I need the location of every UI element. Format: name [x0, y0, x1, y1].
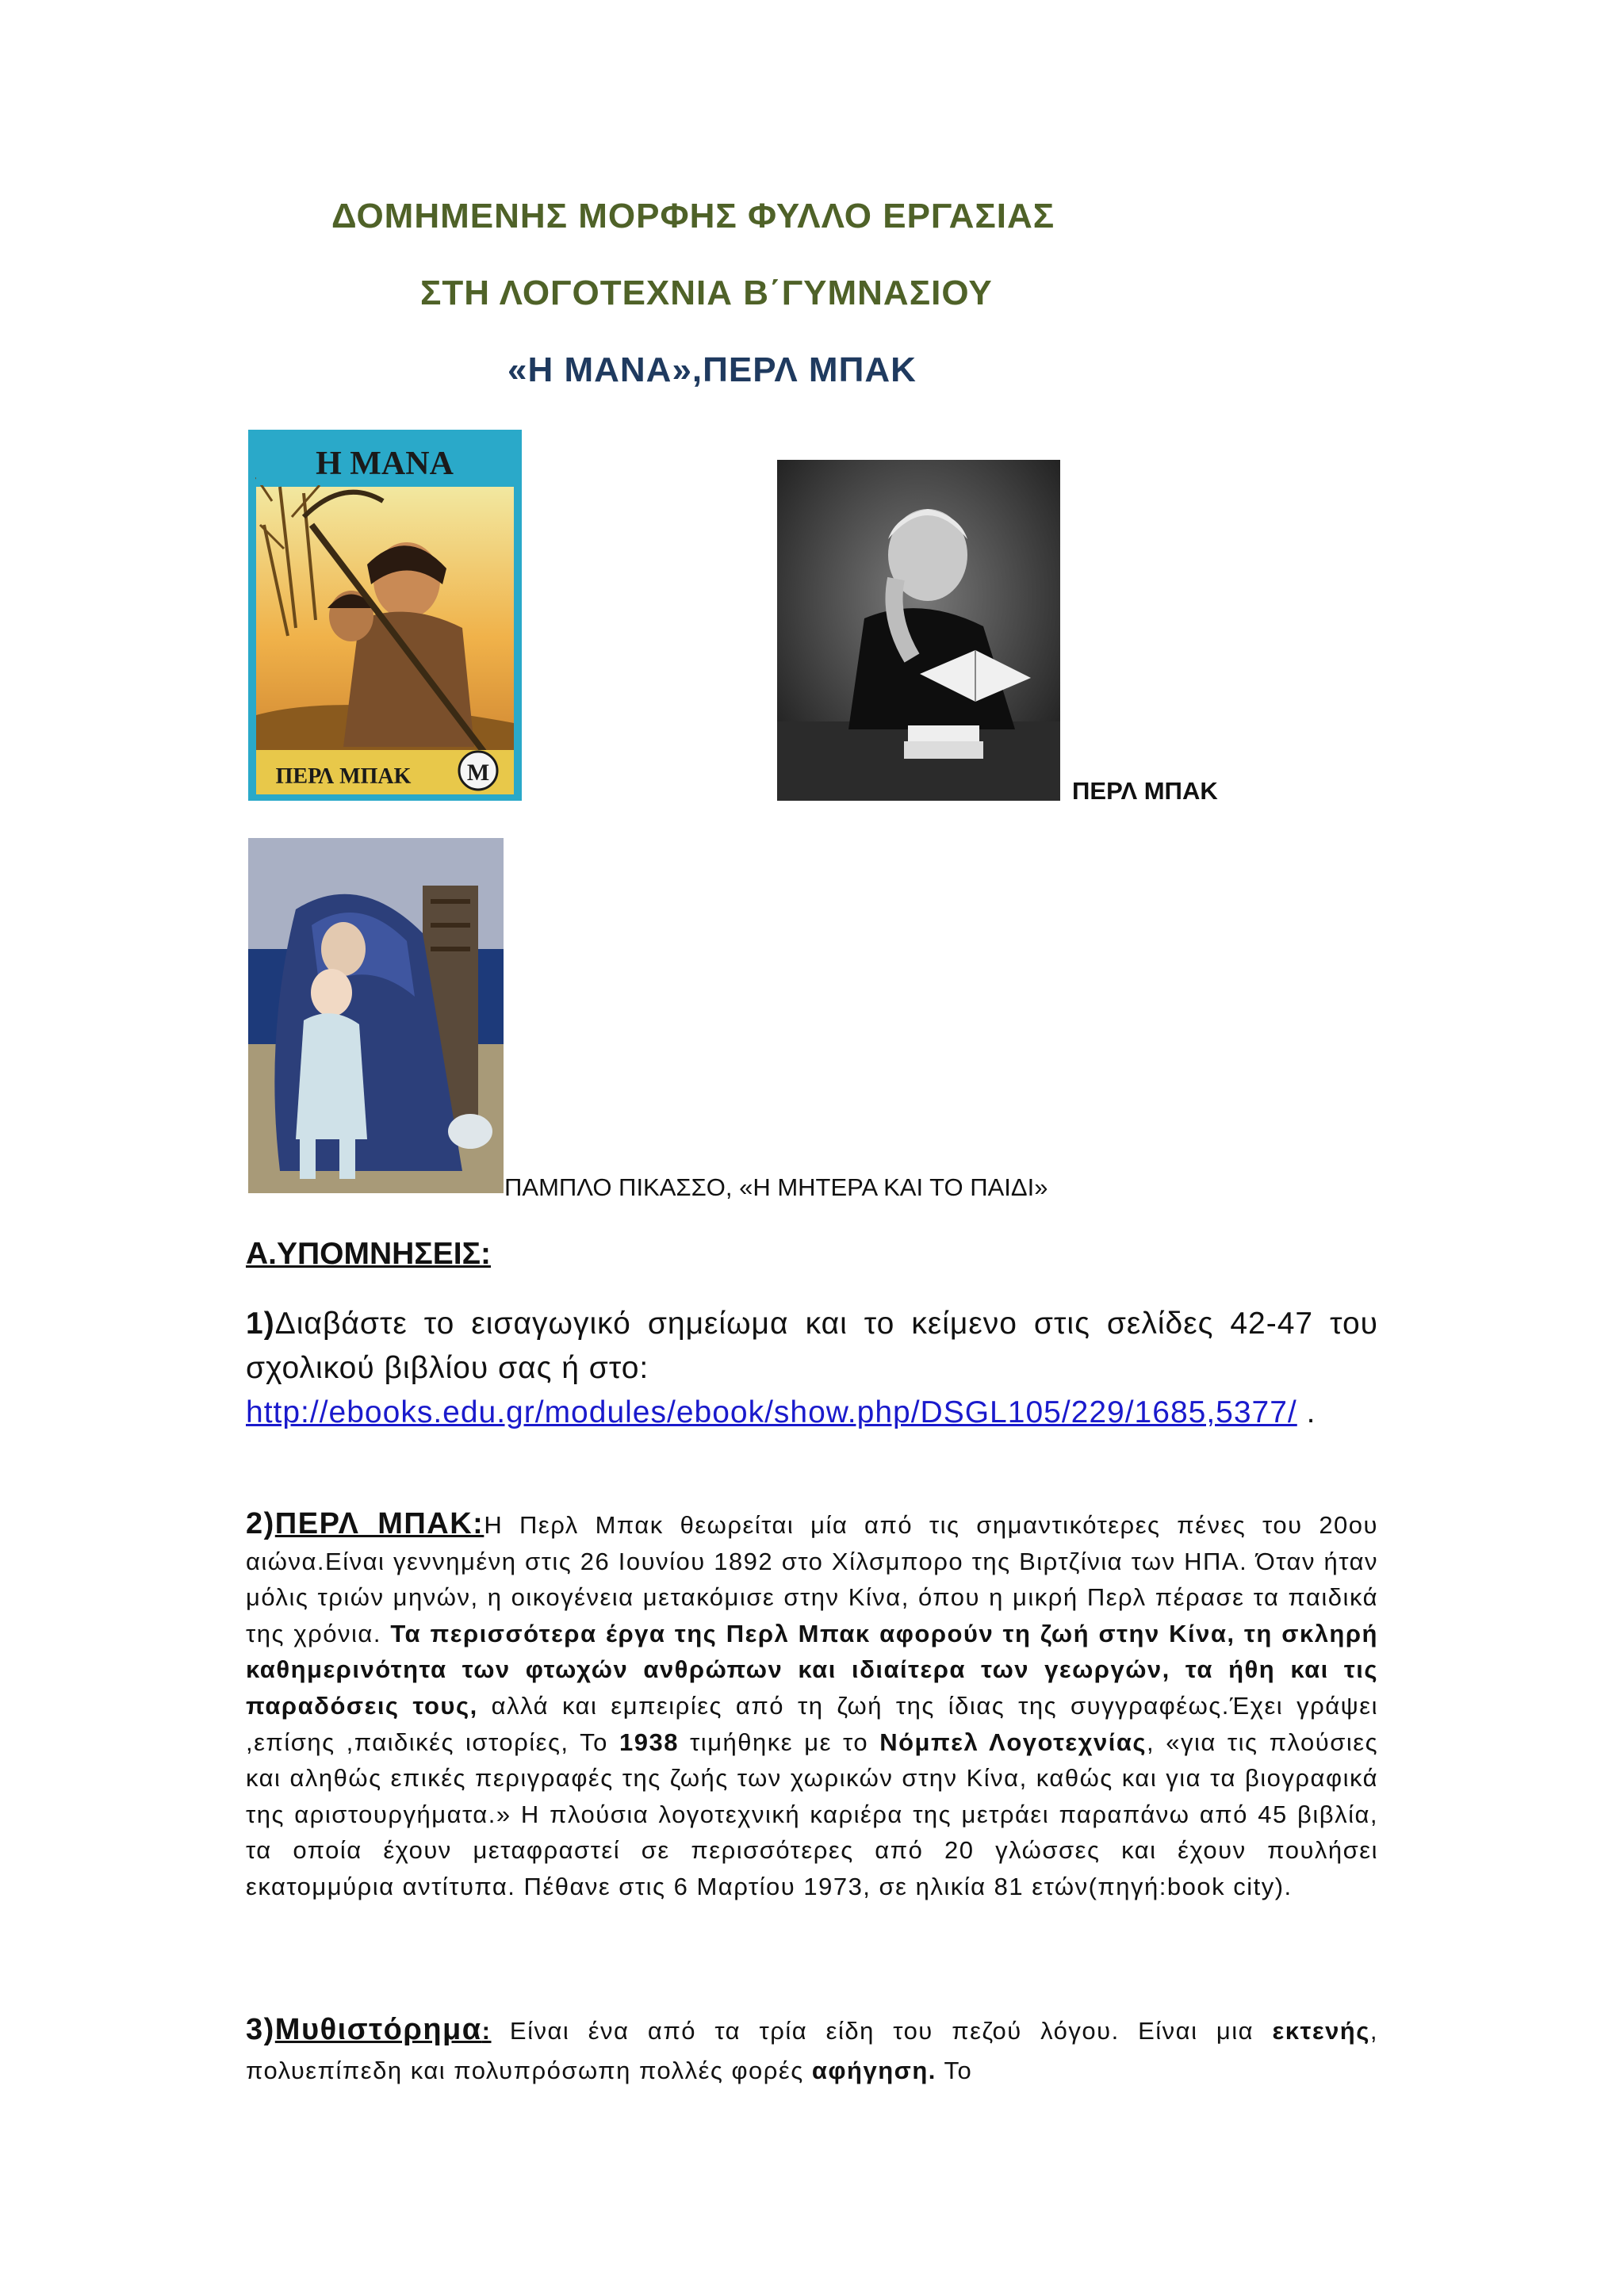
item-2-bold-1: Τα περισσότερα έργα της Περλ Μπακ αφορούν τη ζωή στην Κίνα, τη σκληρή καθημερινότητα των φτωχών ανθρώπων και ιδιαίτερα των γεωργών, τα ήθη και τις παραδόσεις τους, — [246, 1619, 1378, 1720]
author-photo-caption: ΠΕΡΛ ΜΠΑΚ — [1072, 777, 1218, 805]
item-2-text-2: αλλά και εμπειρίες από τη ζωή της ίδιας της συγγραφέως.Έχει γράψει ,επίσης ,παιδικές ιστορίες, Το — [246, 1691, 1378, 1756]
title-line-2: ΣΤΗ ΛΟΓΟΤΕΧΝΙΑ Β΄ΓΥΜΝΑΣΙΟΥ — [420, 274, 993, 312]
book-cover-author: ΠΕΡΛ ΜΠΑΚ — [275, 764, 412, 789]
title-line-1: ΔΟΜΗΜΕΝΗΣ ΜΟΡΦΗΣ ΦΥΛΛΟ ΕΡΓΑΣΙΑΣ — [331, 197, 1055, 235]
item-3-bold-1: εκτενής — [1272, 2017, 1370, 2045]
author-photo — [777, 460, 1060, 801]
item-3-text-2: , πολυεπίπεδη και πολυπρόσωπη πολλές φορές — [246, 2017, 1378, 2084]
item-3-text-3: Το — [936, 2057, 973, 2084]
item-3-text-1: Είναι ένα από τα τρία είδη του πεζού λόγου. Είναι μια — [491, 2017, 1273, 2045]
title-line-3: «Η ΜΑΝΑ»,ΠΕΡΛ ΜΠΑΚ — [508, 350, 917, 389]
item-1-text: Διαβάστε το εισαγωγικό σημείωμα και το κείμενο στις σελίδες 42-47 του σχολικού βιβλίου σας ή στο: — [246, 1307, 1378, 1385]
book-cover-image — [248, 430, 522, 801]
item-1-paragraph — [246, 1302, 1378, 1435]
picasso-painting-image — [248, 838, 504, 1193]
item-2-heading: ΠΕΡΛ ΜΠΑΚ: — [274, 1507, 485, 1540]
picasso-caption: ΠΑΜΠΛΟ ΠΙΚΑΣΣΟ, «Η ΜΗΤΕΡΑ ΚΑΙ ΤΟ ΠΑΙΔΙ» — [504, 1173, 1048, 1201]
item-3-heading: Μυθιστόρημα — [274, 2013, 482, 2046]
item-2-text-3: τιμήθηκε με το — [678, 1728, 880, 1756]
publisher-logo: M — [466, 760, 490, 786]
item-3-colon: : — [481, 2017, 492, 2045]
book-cover-title: Η ΜΑΝΑ — [316, 446, 454, 482]
item-1-number: 1) — [246, 1307, 275, 1341]
item-2-bold-nobel: Νόμπελ Λογοτεχνίας — [879, 1728, 1147, 1756]
item-1-after: . — [1297, 1395, 1316, 1429]
item-3-bold-2: αφήγηση. — [811, 2057, 936, 2084]
section-a-heading: Α.ΥΠΟΜΝΗΣΕΙΣ: — [246, 1237, 491, 1271]
item-2-number: 2) — [246, 1507, 275, 1540]
item-2-paragraph — [246, 1506, 1378, 1905]
ebook-link[interactable]: http://ebooks.edu.gr/modules/ebook/show.php/DSGL105/229/1685,5377/ — [246, 1395, 1297, 1429]
item-2-text-1: Η Περλ Μπακ θεωρείται μία από τις σημαντικότερες πένες του 20ου αιώνα.Είναι γεννημένη στις 26 Ιουνίου 1892 στο Χίλσμπορο της Βιρτζίνια των ΗΠΑ. Όταν ήταν μόλις τριών μηνών, η οικογένεια μετακόμισε στην Κίνα, όπου η μικρή Περλ πέρασε τα παιδικά της χρόνια. — [246, 1511, 1378, 1647]
item-3-number: 3) — [246, 2013, 275, 2046]
item-3-paragraph — [246, 2010, 1378, 2091]
item-2-text-4: , «για τις πλούσιες και αληθώς επικές περιγραφές της ζωής των χωρικών στην Κίνα, καθώς και για τα βιογραφικά της αριστουργήματα.» Η πλούσια λογοτεχνική καριέρα της μετράει παραπάνω από 45 βιβλία, τα οποία έχουν μεταφραστεί σε περισσότερες από 20 γλώσσες και έχουν πουλήσει εκατομμύρια αντίτυπα. Πέθανε στις 6 Μαρτίου 1973, σε ηλικία 81 ετών(πηγή:book city). — [246, 1728, 1379, 1900]
item-2-bold-year: 1938 — [619, 1728, 679, 1756]
